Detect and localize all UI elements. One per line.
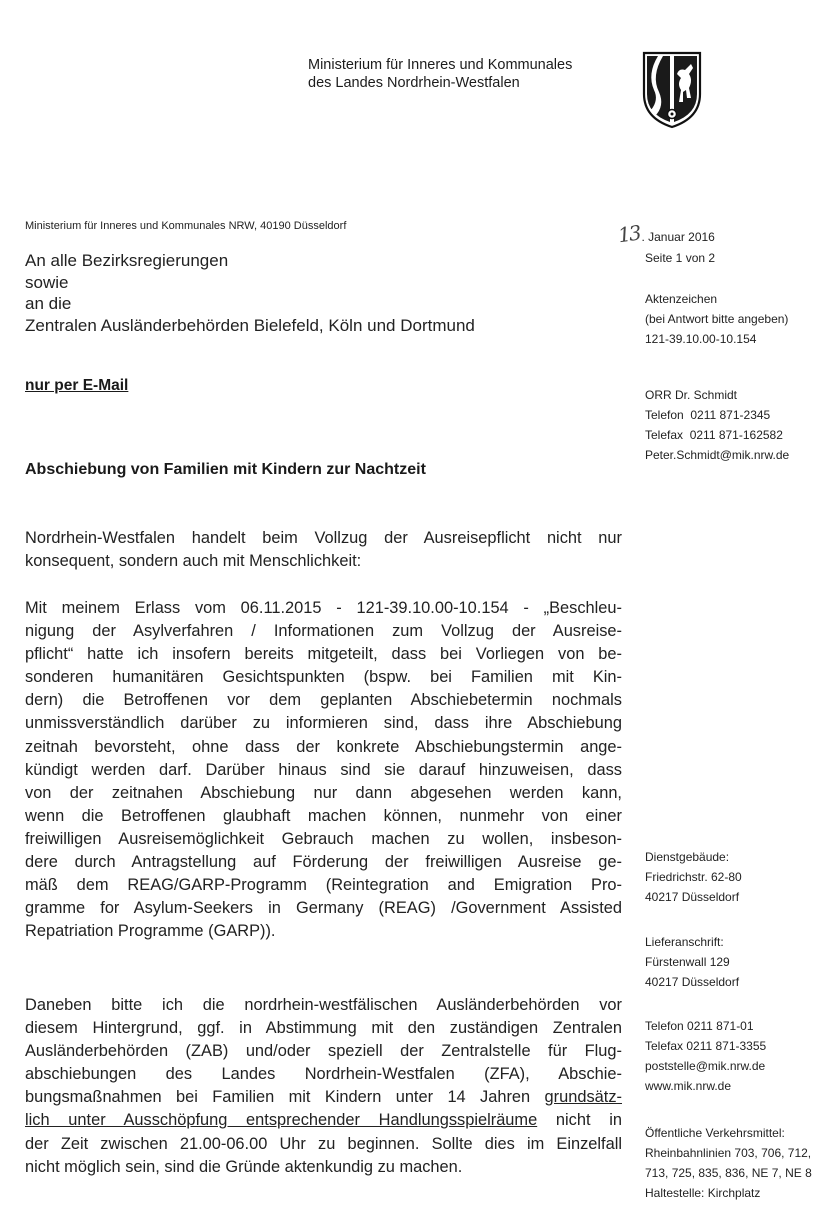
building-city: 40217 Düsseldorf xyxy=(645,890,740,904)
text-line: dere durch Antragstellung auf Förderung der freiwilligen Ausreise ge- xyxy=(25,853,622,872)
nrw-coat-of-arms-icon xyxy=(641,50,703,130)
transit-lines: Rheinbahnlinien 703, 706, 712, xyxy=(645,1146,812,1160)
text-line: diesem Hintergrund, ggf. in Abstimmung mit den zuständigen Zentralen xyxy=(25,1019,622,1038)
recipient-line: sowie xyxy=(25,272,69,292)
office-phone: Telefon 0211 871-01 xyxy=(645,1019,754,1033)
text-line: kündigt werden darf. Darüber hinaus sind sie darauf hinzuweisen, dass xyxy=(25,760,622,779)
office-contact-block xyxy=(645,1016,766,1096)
text-line: von der zeitnahen Abschiebung nur dann abgesehen werden kann, xyxy=(25,783,622,802)
text-line xyxy=(25,1086,622,1109)
page-indicator: Seite 1 von 2 xyxy=(645,251,716,265)
text-line: Daneben bitte ich die nordrhein-westfälischen Ausländerbehörden vor xyxy=(25,996,622,1014)
text-line: pflicht“ hatte ich insofern bereits mitgeteilt, dass bei Vorliegen von be- xyxy=(25,645,622,664)
body-paragraph-2 xyxy=(25,597,622,943)
reference-label: Aktenzeichen xyxy=(645,292,718,306)
transit-stop: Haltestelle: Kirchplatz xyxy=(645,1186,761,1200)
contact-name: ORR Dr. Schmidt xyxy=(645,388,738,402)
text-line: Repatriation Programme (GARP)). xyxy=(25,922,276,941)
text-line: wenn die Betroffenen glaubhaft machen können, nunmehr von einer xyxy=(25,806,622,825)
transit-lines: 713, 725, 835, 836, NE 7, NE 8 xyxy=(645,1166,812,1180)
emphasized-text: lich unter Ausschöpfung entsprechender Handlungsspielräume xyxy=(25,1111,538,1130)
letter-date xyxy=(618,222,715,246)
text-line: mäß dem REAG/GARP-Programm (Reintegration and Emigration Pro- xyxy=(25,876,622,895)
office-website[interactable]: www.mik.nrw.de xyxy=(645,1079,732,1093)
reference-block xyxy=(645,289,788,349)
text-line: unmissverständlich darüber zu informieren sind, dass ihre Abschiebung xyxy=(25,714,622,733)
text-line: gramme for Asylum-Seekers in Germany (REAG) /Government Assisted xyxy=(25,899,622,918)
office-building-block xyxy=(645,847,742,907)
building-street: Friedrichstr. 62-80 xyxy=(645,870,742,884)
transit-label: Öffentliche Verkehrsmittel: xyxy=(645,1126,785,1140)
text-line: zeitnah bevorsteht, ohne dass der konkrete Abschiebungstermin ange- xyxy=(25,737,622,756)
text-line: der Zeit zwischen 21.00-06.00 Uhr zu beginnen. Sollte dies im Einzelfall xyxy=(25,1134,622,1153)
delivery-note: nur per E-Mail xyxy=(25,377,129,394)
recipient-line: an die xyxy=(25,294,72,313)
reference-number: 121-39.10.00-10.154 xyxy=(645,332,757,346)
text-line: Nordrhein-Westfalen handelt beim Vollzug der Ausreisepflicht nicht nur xyxy=(25,529,622,547)
office-email[interactable]: poststelle@mik.nrw.de xyxy=(645,1059,766,1073)
body-paragraph-3 xyxy=(25,994,622,1179)
recipient-line: An alle Bezirksregierungen xyxy=(25,251,229,270)
delivery-city: 40217 Düsseldorf xyxy=(645,975,740,989)
building-label: Dienstgebäude: xyxy=(645,850,730,864)
delivery-street: Fürstenwall 129 xyxy=(645,955,730,969)
text-line: abschiebungen des Landes Nordrhein-Westfalen (ZFA), Abschie- xyxy=(25,1065,622,1084)
reference-hint: (bei Antwort bitte angeben) xyxy=(645,312,789,326)
text-segment: bungsmaßnahmen bei Familien mit Kindern unter 14 Jahren xyxy=(25,1088,545,1107)
public-transport-block xyxy=(645,1123,812,1203)
contact-phone: Telefon 0211 871-2345 xyxy=(645,408,771,422)
text-line: dern) die Betroffenen vor dem geplanten Abschiebetermin nochmals xyxy=(25,691,622,710)
text-line: Mit meinem Erlass vom 06.11.2015 - 121-39.10.00-10.154 - „Beschleu- xyxy=(25,599,622,617)
date-month-year: . Januar 2016 xyxy=(641,230,715,244)
text-line: nicht möglich sein, sind die Gründe aktenkundig zu machen. xyxy=(25,1157,463,1176)
delivery-label: Lieferanschrift: xyxy=(645,935,724,949)
recipient-line: Zentralen Ausländerbehörden Bielefeld, Köln und Dortmund xyxy=(25,315,475,335)
text-line: konsequent, sondern auch mit Menschlichkeit: xyxy=(25,552,362,571)
letterhead xyxy=(308,56,572,92)
ministry-name-line1: Ministerium für Inneres und Kommunales xyxy=(308,57,573,73)
text-segment: nicht in xyxy=(537,1111,622,1130)
body-paragraph-1 xyxy=(25,527,622,573)
text-line xyxy=(25,1109,622,1132)
return-address: Ministerium für Inneres und Kommunales NRW, 40190 Düsseldorf xyxy=(25,220,347,232)
recipients-block xyxy=(25,250,475,336)
text-line: Ausländerbehörden (ZAB) und/oder speziell der Zentralstelle für Flug- xyxy=(25,1042,622,1061)
contact-fax: Telefax 0211 871-162582 xyxy=(645,428,783,442)
office-fax: Telefax 0211 871-3355 xyxy=(645,1039,767,1053)
emphasized-text: grundsätz- xyxy=(544,1088,622,1107)
contact-email[interactable]: Peter.Schmidt@mik.nrw.de xyxy=(645,448,790,462)
delivery-address-block xyxy=(645,932,739,992)
text-line: freiwilligen Ausreisemöglichkeit Gebrauch machen zu wollen, insbeson- xyxy=(25,829,622,848)
text-line: nigung der Asylverfahren / Informationen zum Vollzug der Ausreise- xyxy=(25,622,622,641)
subject-line: Abschiebung von Familien mit Kindern zur Nachtzeit xyxy=(25,461,426,478)
ministry-name-line2: des Landes Nordrhein-Westfalen xyxy=(308,75,520,91)
handwritten-day: 13 xyxy=(616,220,642,248)
text-line: sonderen humanitären Gesichtspunkten (bspw. bei Familien mit Kin- xyxy=(25,668,622,687)
contact-block xyxy=(645,385,789,465)
